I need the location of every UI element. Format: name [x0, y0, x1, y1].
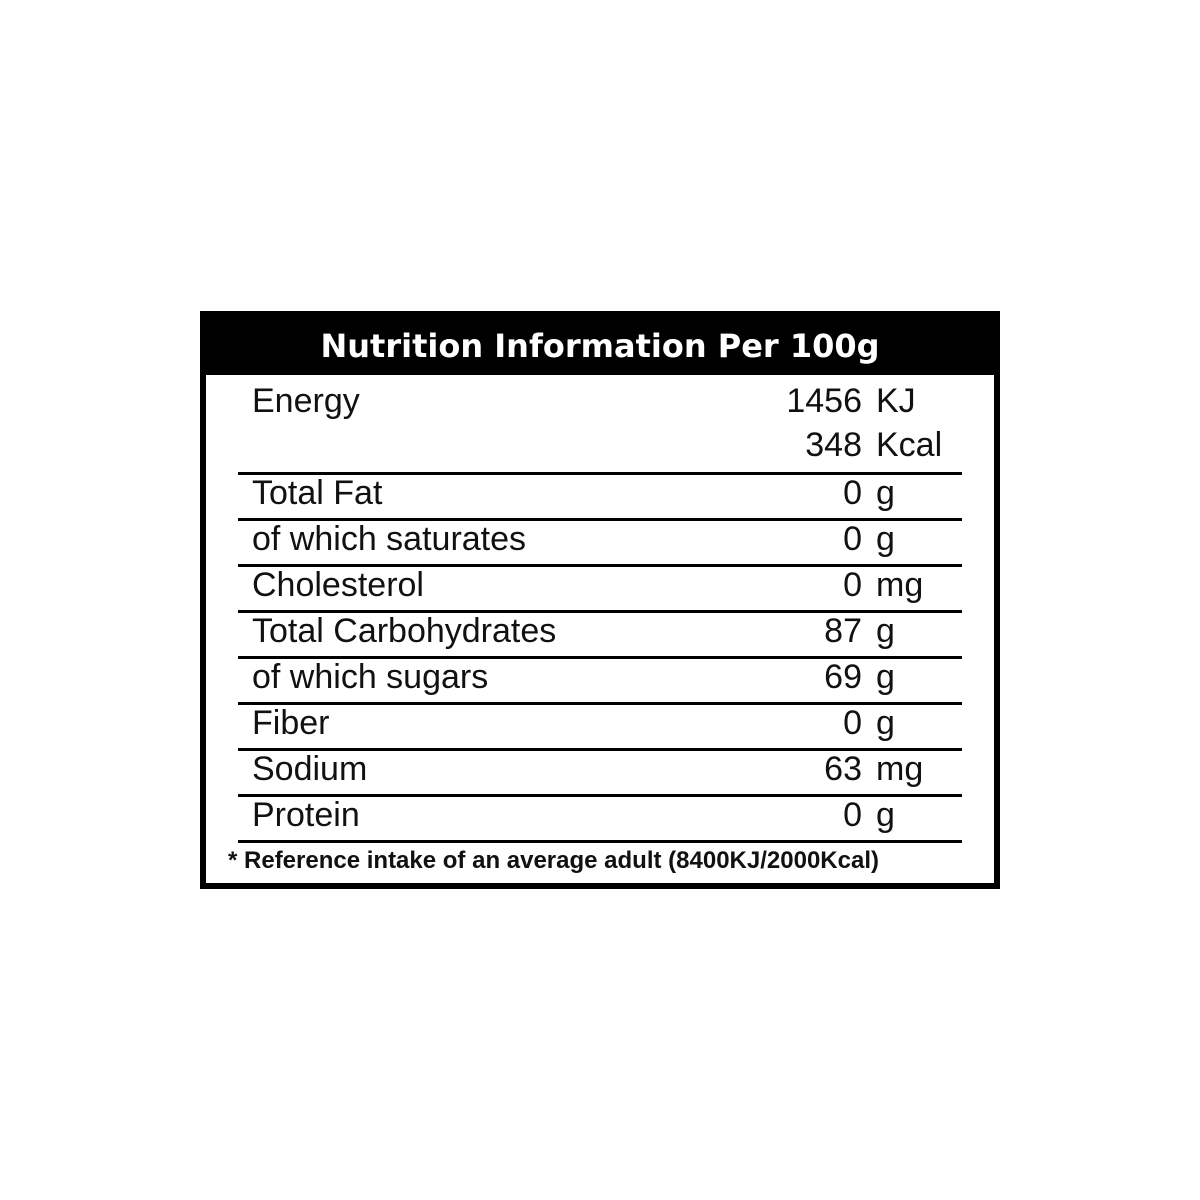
nutrition-label [200, 311, 1000, 889]
nutrient-row-saturates [238, 518, 962, 567]
nutrient-name: Total Fat [252, 474, 383, 512]
nutrient-unit: mg [876, 566, 924, 604]
nutrient-name: of which saturates [252, 520, 527, 558]
nutrient-name: Fiber [252, 704, 330, 742]
nutrient-amount: 87 [824, 612, 862, 650]
nutrient-name: Cholesterol [252, 566, 424, 604]
energy-kj-value: 1456 [786, 382, 862, 420]
energy-name: Energy [252, 382, 360, 420]
nutrient-amount: 69 [824, 658, 862, 696]
nutrient-row-sugars [238, 656, 962, 705]
nutrient-unit: g [876, 658, 895, 696]
nutrient-amount: 0 [843, 520, 862, 558]
nutrient-name: Protein [252, 796, 360, 834]
nutrient-unit: g [876, 612, 895, 650]
nutrient-name: Sodium [252, 750, 368, 788]
nutrient-amount: 0 [843, 566, 862, 604]
nutrient-name: Total Carbohydrates [252, 612, 557, 650]
footnote: * Reference intake of an average adult (8400KJ/2000Kcal) [228, 847, 879, 874]
nutrient-row-protein [238, 794, 962, 843]
nutrient-row-total-fat [238, 472, 962, 521]
energy-kcal-value: 348 [805, 426, 862, 464]
energy-kcal-unit: Kcal [876, 426, 943, 464]
nutrient-amount: 0 [843, 474, 862, 512]
nutrient-unit: mg [876, 750, 924, 788]
nutrient-row-sodium [238, 748, 962, 797]
label-title: Nutrition Information Per 100g [206, 317, 994, 375]
nutrient-unit: g [876, 796, 895, 834]
nutrient-unit: g [876, 520, 895, 558]
nutrient-row-cholesterol [238, 564, 962, 613]
nutrient-row-fiber [238, 702, 962, 751]
nutrient-name: of which sugars [252, 658, 489, 696]
nutrient-amount: 0 [843, 704, 862, 742]
nutrient-unit: g [876, 474, 895, 512]
energy-kj-unit: KJ [876, 382, 916, 420]
nutrient-amount: 0 [843, 796, 862, 834]
energy-row [238, 380, 962, 475]
nutrient-unit: g [876, 704, 895, 742]
nutrient-row-total-carbohydrates [238, 610, 962, 659]
nutrient-amount: 63 [824, 750, 862, 788]
